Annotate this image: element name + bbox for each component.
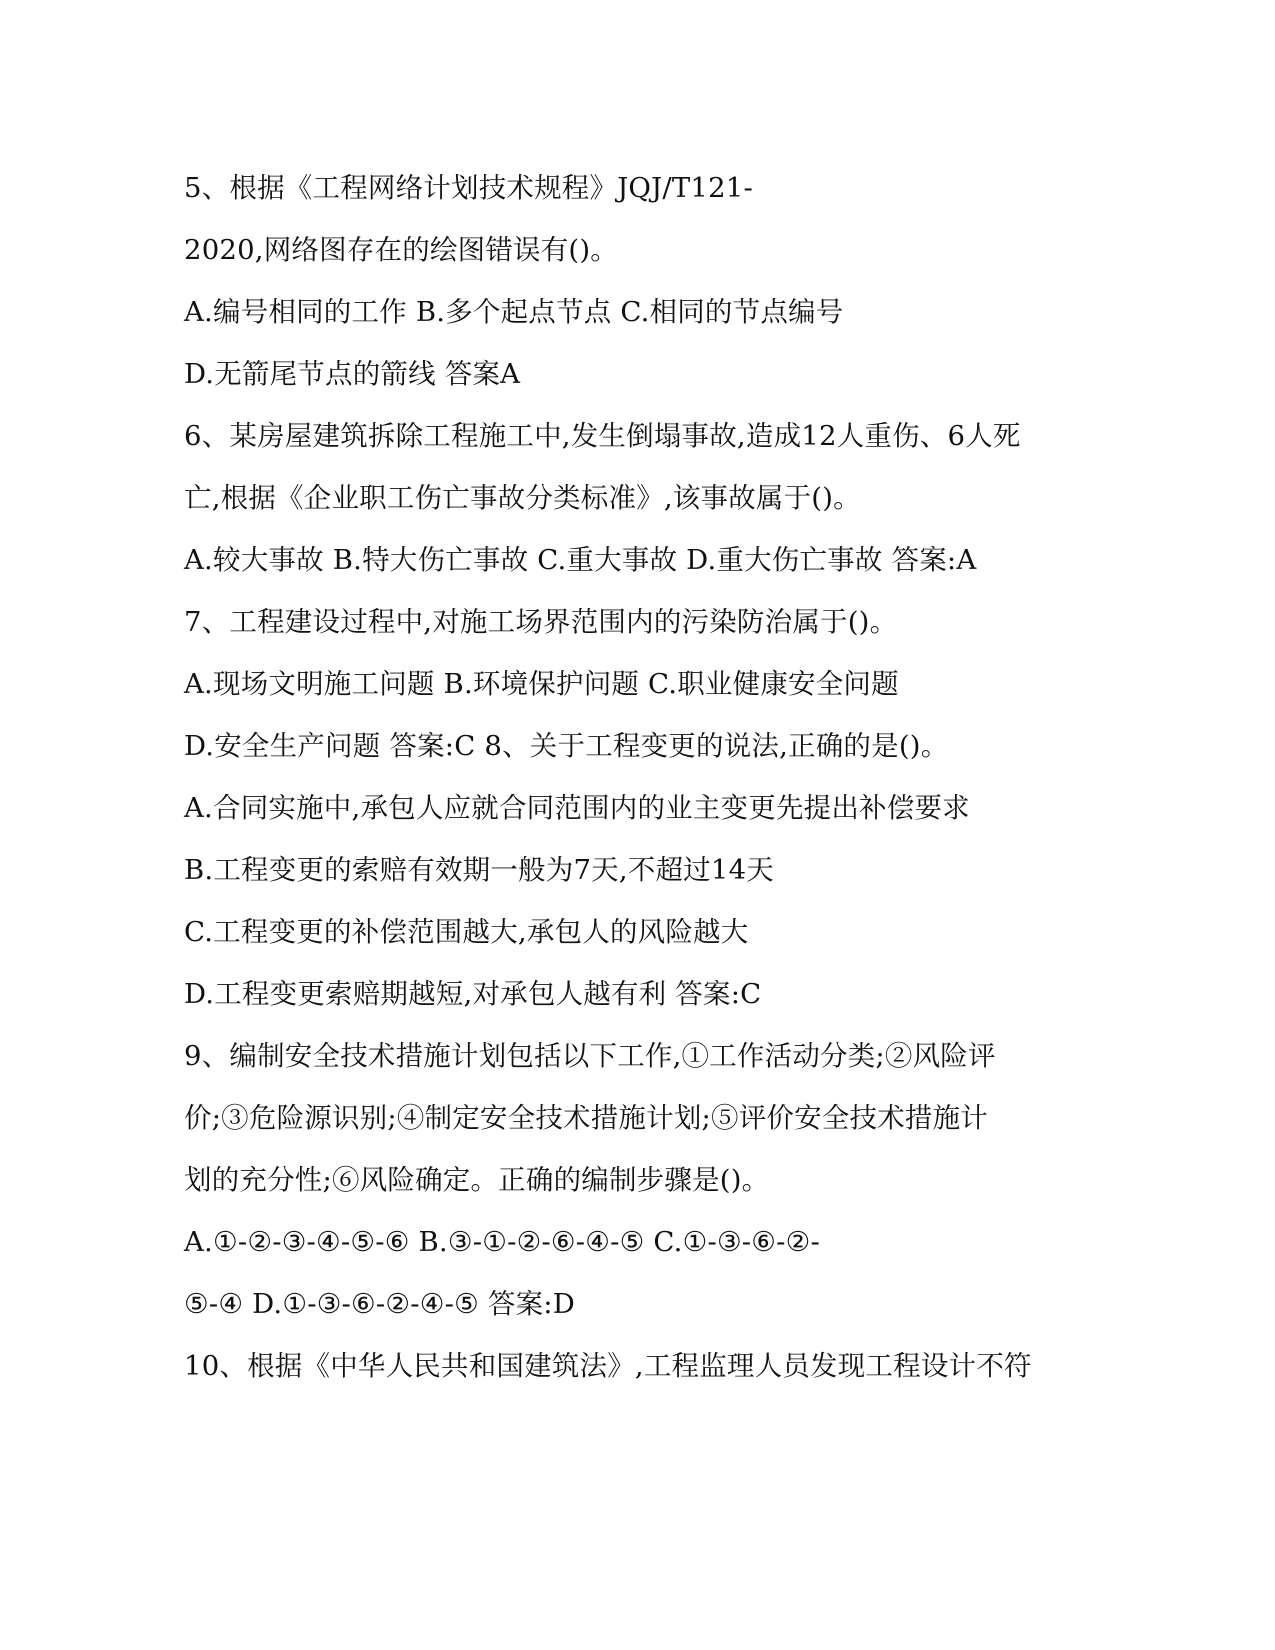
q9-stem-line-2: 价;③危险源识别;④制定安全技术措施计划;⑤评价安全技术措施计	[184, 1102, 988, 1134]
q10-stem-line-1: 10、根据《中华人民共和国建筑法》,工程监理人员发现工程设计不符	[184, 1350, 1032, 1382]
q8-option-b: B.工程变更的索赔有效期一般为7天,不超过14天	[184, 854, 774, 886]
q5-stem-line-2: 2020,网络图存在的绘图错误有()。	[184, 234, 618, 266]
q7-stem: 7、工程建设过程中,对施工场界范围内的污染防治属于()。	[184, 606, 898, 638]
q6-options-answer: A.较大事故 B.特大伤亡事故 C.重大事故 D.重大伤亡事故 答案:A	[184, 544, 977, 576]
q6-stem-line-1: 6、某房屋建筑拆除工程施工中,发生倒塌事故,造成12人重伤、6人死	[184, 420, 1021, 452]
q5-options-line-1: A.编号相同的工作 B.多个起点节点 C.相同的节点编号	[184, 296, 844, 328]
q8-option-d-answer: D.工程变更索赔期越短,对承包人越有利 答案:C	[184, 978, 762, 1010]
q7-options-line-1: A.现场文明施工问题 B.环境保护问题 C.职业健康安全问题	[184, 668, 899, 700]
q7-answer-q8-stem: D.安全生产问题 答案:C 8、关于工程变更的说法,正确的是()。	[184, 730, 949, 762]
q9-options-answer: ⑤-④ D.①-③-⑥-②-④-⑤ 答案:D	[184, 1288, 575, 1320]
q8-option-c: C.工程变更的补偿范围越大,承包人的风险越大	[184, 916, 749, 948]
q5-stem-line-1: 5、根据《工程网络计划技术规程》JQJ/T121-	[184, 172, 753, 204]
document-body	[184, 157, 1084, 1397]
q6-stem-line-2: 亡,根据《企业职工伤亡事故分类标准》,该事故属于()。	[184, 482, 861, 514]
q9-options-line-1: A.①-②-③-④-⑤-⑥ B.③-①-②-⑥-④-⑤ C.①-③-⑥-②-	[184, 1226, 820, 1258]
q9-stem-line-3: 划的充分性;⑥风险确定。正确的编制步骤是()。	[184, 1164, 770, 1196]
q8-option-a: A.合同实施中,承包人应就合同范围内的业主变更先提出补偿要求	[184, 792, 970, 824]
q5-options-answer: D.无箭尾节点的箭线 答案A	[184, 358, 521, 390]
q9-stem-line-1: 9、编制安全技术措施计划包括以下工作,①工作活动分类;②风险评	[184, 1040, 996, 1072]
